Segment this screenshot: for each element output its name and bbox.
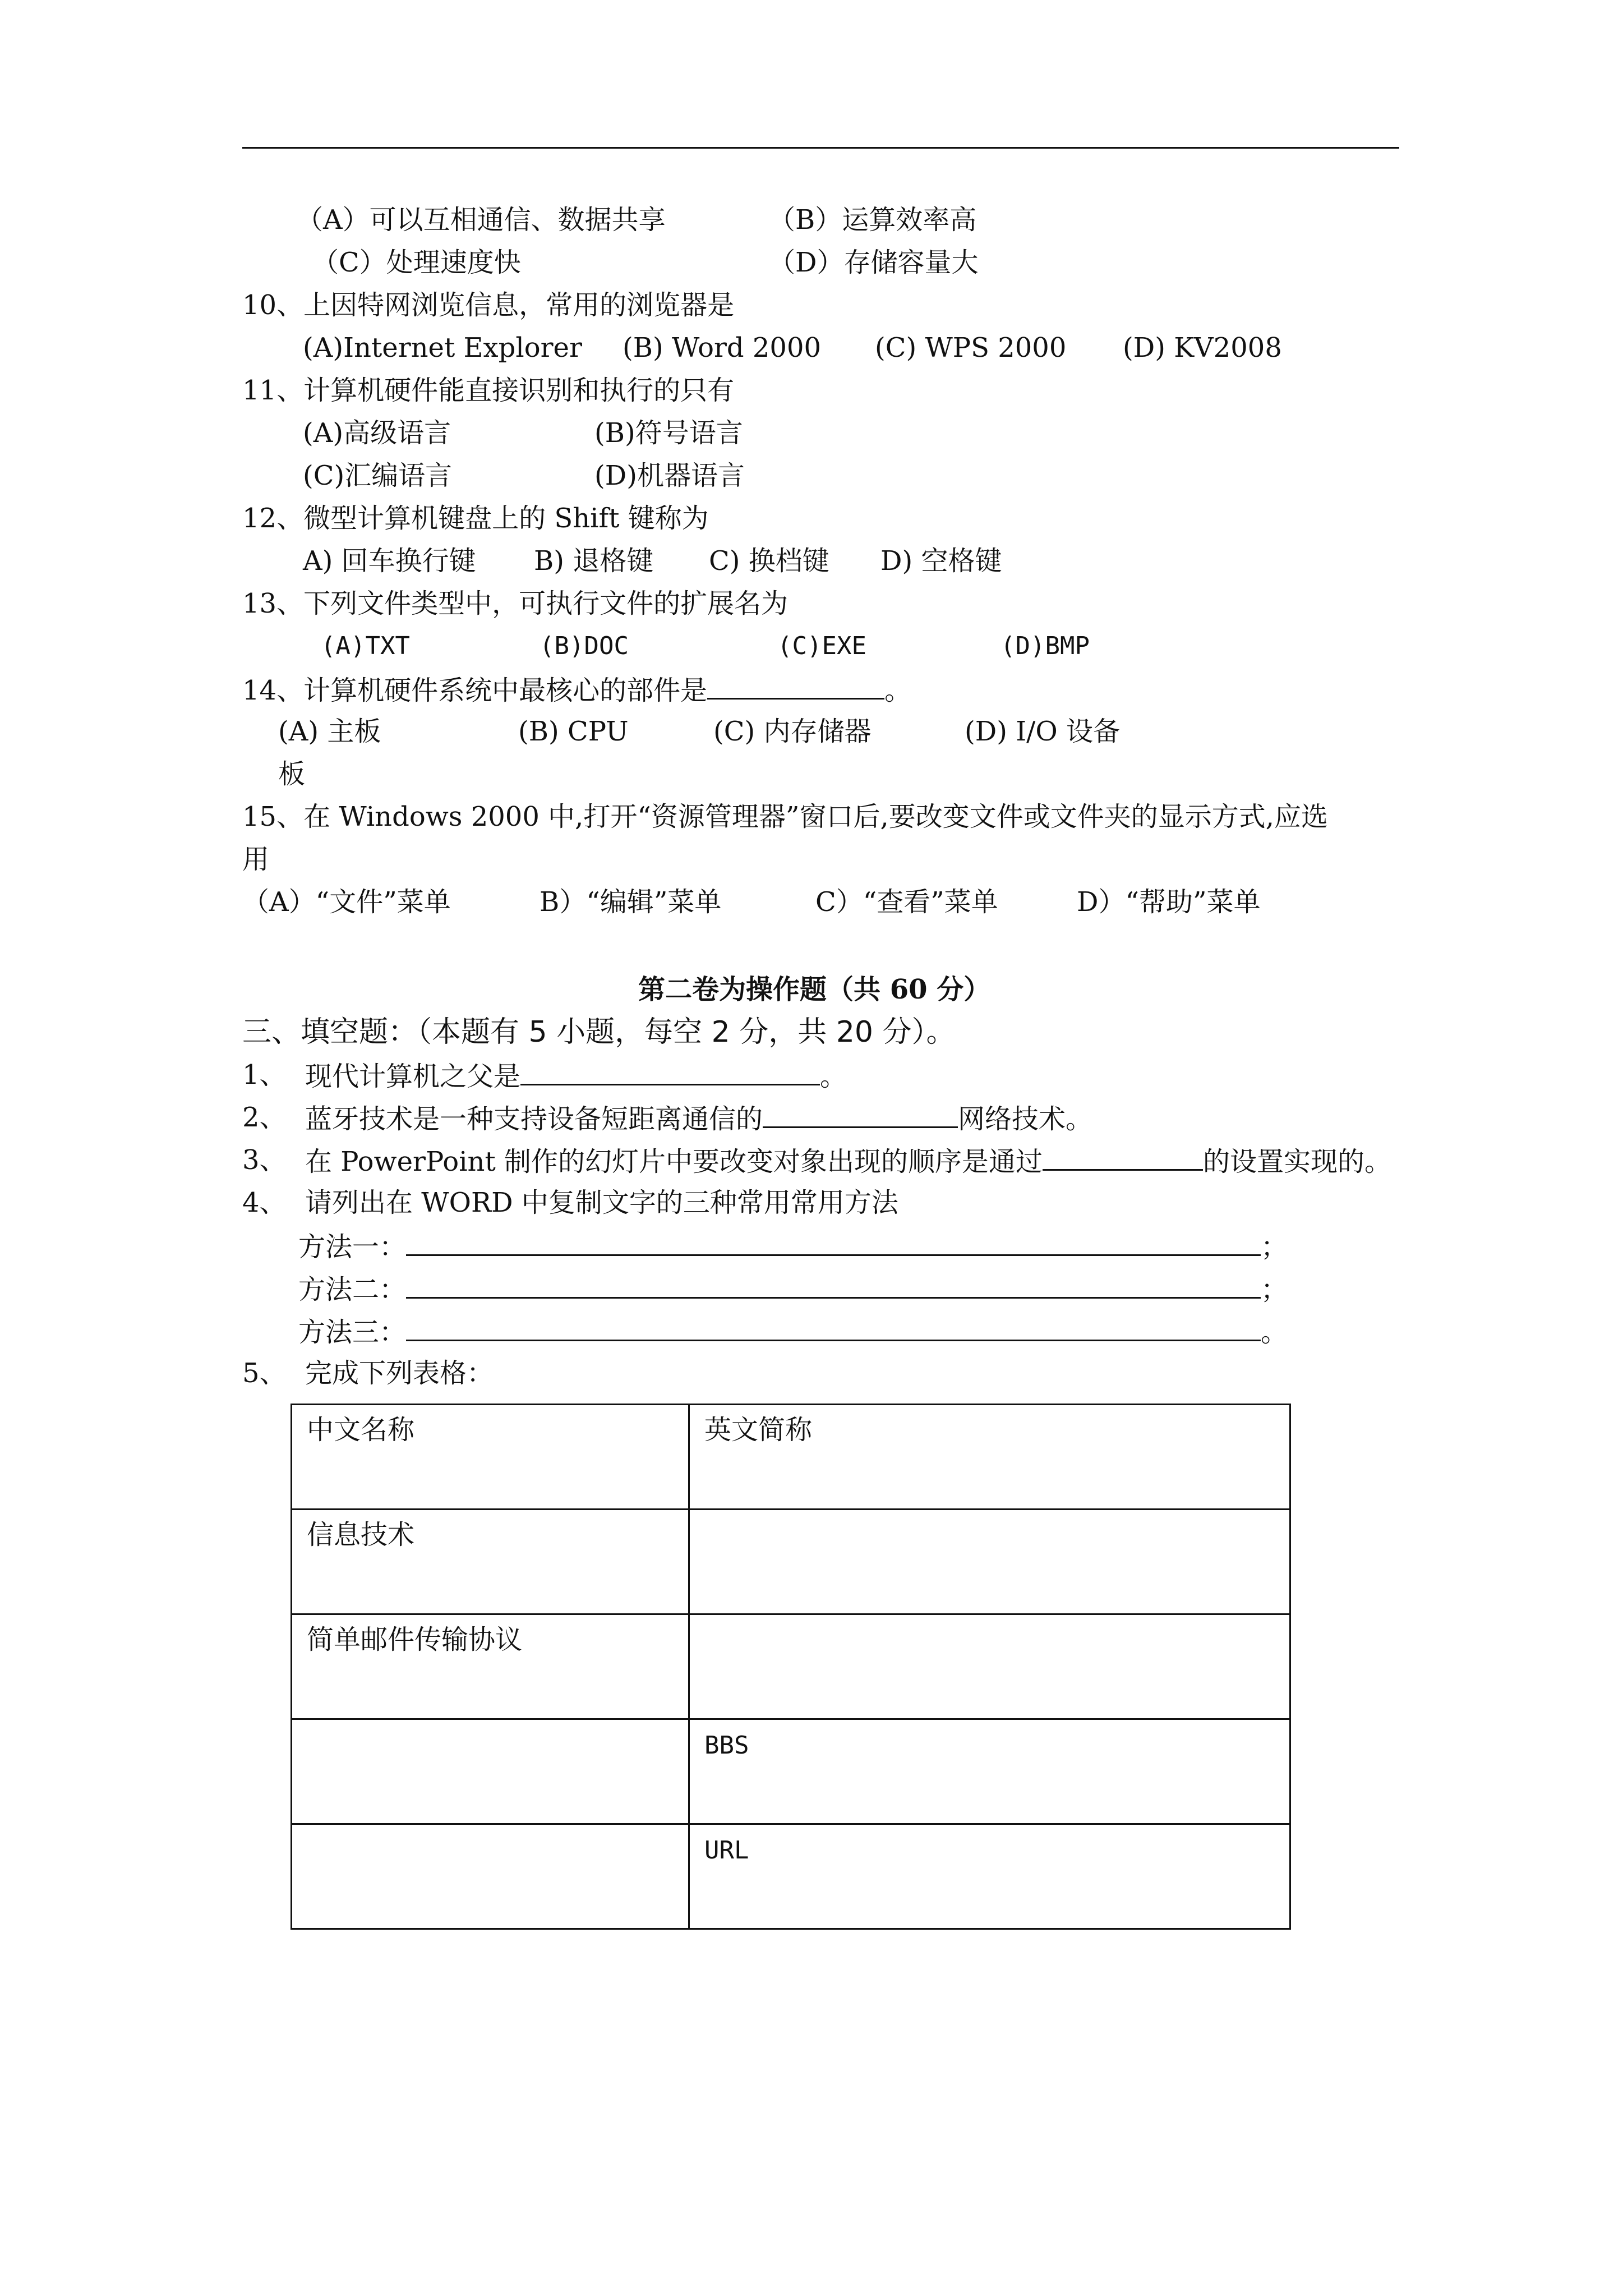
fill-4-text: 请列出在 WORD 中复制文字的三种常用常用方法 — [305, 1187, 898, 1218]
table-cell-english: URL — [689, 1824, 1290, 1929]
q15-option-d: D）“帮助”菜单 — [1077, 886, 1261, 918]
q12-option-d: D) 空格键 — [880, 545, 1002, 577]
q15-option-c: C）“查看”菜单 — [815, 886, 998, 918]
fill-3: 在 PowerPoint 制作的幻灯片中要改变对象出现的顺序是通过 的设置实现的。 — [305, 1146, 1392, 1177]
method-2-blank[interactable] — [406, 1274, 1261, 1299]
fill-5-text: 完成下列表格： — [305, 1358, 494, 1389]
q14-wrap-text: 板 — [278, 758, 306, 790]
answer-table — [291, 1404, 1291, 1930]
method-1-blank[interactable] — [406, 1232, 1261, 1256]
q10-option-b: (B) Word 2000 — [623, 332, 822, 364]
q15-stem-line1: 15、在 Windows 2000 中,打开“资源管理器”窗口后,要改变文件或文件夹的显示方式,应选 — [242, 801, 1328, 832]
q11-option-b: (B)符号语言 — [594, 417, 743, 449]
table-row — [292, 1510, 1290, 1614]
q12-option-b: B) 退格键 — [534, 545, 654, 577]
fill-3-num: 3、 — [242, 1144, 287, 1176]
header-rule — [242, 147, 1399, 149]
q10-stem: 10、上因特网浏览信息，常用的浏览器是 — [242, 289, 735, 321]
part2-title: 第二卷为操作题（共 60 分） — [638, 974, 991, 1005]
q14-option-d: (D) I/O 设备 — [965, 716, 1120, 747]
fill-4-method-2: 方法二： ； — [298, 1274, 1288, 1305]
q9-option-c: （C）处理速度快 — [312, 247, 521, 278]
q10-option-d: (D) KV2008 — [1123, 332, 1282, 364]
fill-1-blank[interactable] — [520, 1061, 820, 1085]
fill-5-num: 5、 — [242, 1358, 287, 1389]
fill-4-num: 4、 — [242, 1187, 287, 1218]
table-cell-chinese-input[interactable] — [292, 1719, 689, 1824]
q14-option-c: (C) 内存储器 — [713, 716, 872, 747]
table-cell-english-input[interactable] — [689, 1614, 1290, 1719]
q15-stem-line2: 用 — [242, 844, 270, 875]
q13-option-d: (D)BMP — [1000, 632, 1090, 660]
table-row — [292, 1719, 1290, 1824]
q12-stem: 12、微型计算机键盘上的 Shift 键称为 — [242, 503, 709, 534]
fill-4-method-1: 方法一： ； — [298, 1231, 1288, 1263]
table-cell-chinese: 信息技术 — [292, 1510, 689, 1614]
table-header-chinese: 中文名称 — [292, 1405, 689, 1510]
q14-answer-blank[interactable] — [707, 675, 884, 700]
q11-option-d: (D)机器语言 — [594, 460, 745, 491]
fill-1-num: 1、 — [242, 1059, 287, 1091]
table-row — [292, 1614, 1290, 1719]
fill-2-num: 2、 — [242, 1102, 287, 1133]
fill-3-blank[interactable] — [1043, 1147, 1203, 1171]
q13-stem: 13、下列文件类型中，可执行文件的扩展名为 — [242, 588, 789, 619]
q14-stem: 14、计算机硬件系统中最核心的部件是 。 — [242, 675, 912, 706]
q10-option-c: (C) WPS 2000 — [875, 332, 1067, 364]
q12-option-a: A) 回车换行键 — [303, 545, 476, 577]
table-cell-english: BBS — [689, 1719, 1290, 1824]
q14-option-b: (B) CPU — [518, 716, 629, 747]
q9-option-a: （A）可以互相通信、数据共享 — [296, 204, 666, 236]
q13-option-a: (A)TXT — [321, 632, 410, 660]
table-cell-chinese: 简单邮件传输协议 — [292, 1614, 689, 1719]
table-row — [292, 1405, 1290, 1510]
q9-option-b: （B）运算效率高 — [768, 204, 977, 236]
q11-option-a: (A)高级语言 — [303, 417, 451, 449]
q15-option-b: B）“编辑”菜单 — [540, 886, 722, 918]
table-row — [292, 1824, 1290, 1929]
table-cell-english-input[interactable] — [689, 1510, 1290, 1614]
section3-heading: 三、填空题：（本题有 5 小题，每空 2 分，共 20 分）。 — [242, 1015, 956, 1049]
q13-option-b: (B)DOC — [540, 632, 629, 660]
q12-option-c: C) 换档键 — [709, 545, 829, 577]
fill-2-blank[interactable] — [763, 1104, 958, 1128]
q10-option-a: (A)Internet Explorer — [303, 332, 582, 364]
q11-stem: 11、计算机硬件能直接识别和执行的只有 — [242, 375, 735, 406]
q13-option-c: (C)EXE — [777, 632, 866, 660]
q11-option-c: (C)汇编语言 — [303, 460, 453, 491]
fill-2: 蓝牙技术是一种支持设备短距离通信的 网络技术。 — [305, 1103, 1093, 1135]
fill-4-method-3: 方法三： 。 — [298, 1317, 1288, 1348]
q14-option-a: (A) 主板 — [278, 716, 381, 747]
method-3-blank[interactable] — [406, 1317, 1261, 1341]
table-cell-chinese-input[interactable] — [292, 1824, 689, 1929]
q15-option-a: （A）“文件”菜单 — [242, 886, 451, 918]
table-header-english: 英文简称 — [689, 1405, 1290, 1510]
fill-1: 现代计算机之父是 。 — [305, 1061, 847, 1092]
q9-option-d: （D）存储容量大 — [768, 247, 979, 278]
